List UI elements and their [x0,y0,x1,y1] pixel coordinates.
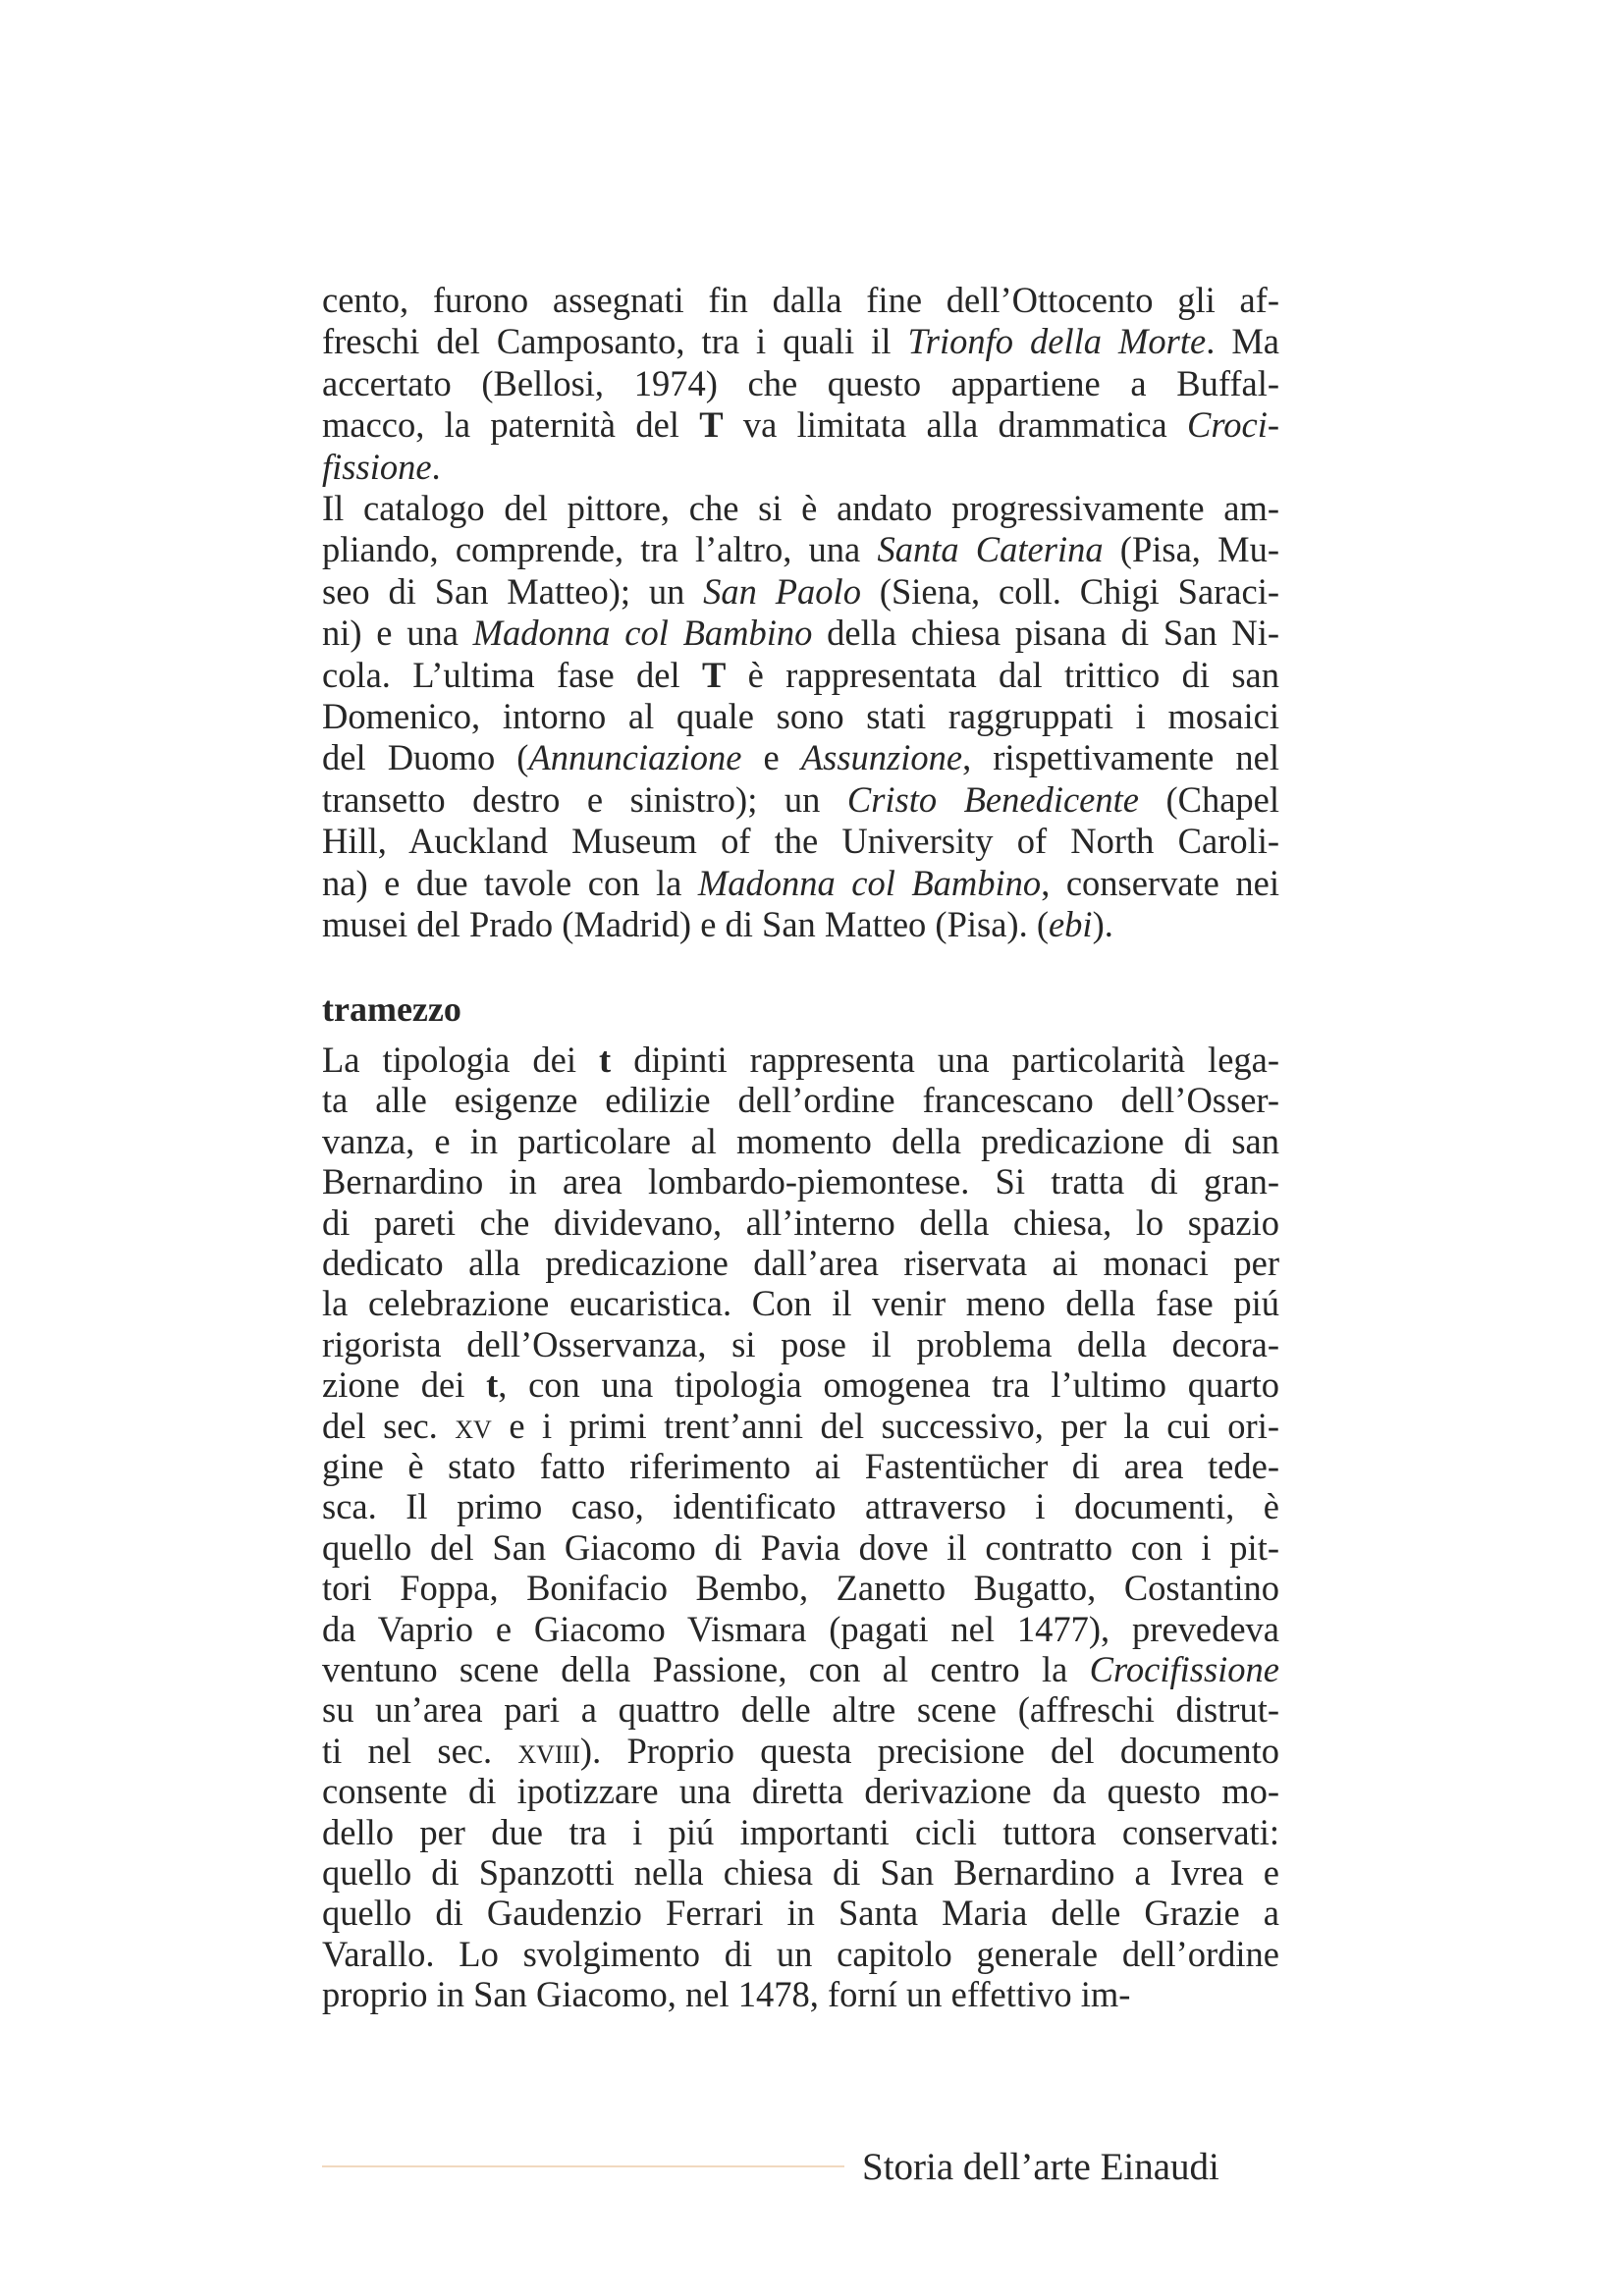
italic-title: Assunzione [800,737,963,778]
footer-title: Storia dell’arte Einaudi [862,2146,1219,2188]
text-run: va limitata alla drammatica [723,404,1188,446]
continuation-line [322,615,1279,652]
italic-title: Cristo Benedicente [846,778,1139,820]
text-run: . [431,446,441,487]
tramezzo-line [322,1446,1279,1486]
text-run: seo di San Matteo); un [322,570,704,612]
text-run: e i primi trent’anni del successivo, per la cui ori- [491,1405,1279,1446]
tramezzo-line [322,1811,1279,1852]
italic-title: fissione [322,446,432,487]
italic-title: Croci- [1187,404,1279,446]
continuation-line [322,696,1279,736]
text-run: ta alle esigenze edilizie dell’ordine francescano dell’Osser- [322,1080,1279,1121]
tramezzo-line [322,1486,1279,1527]
tramezzo-line [322,1974,1279,2015]
text-run: zione dei [322,1364,487,1406]
tramezzo-line [322,1730,1280,1771]
text-run: gine è stato fatto riferimento ai Fastentücher di area tede- [322,1446,1279,1486]
text-run: ). Proprio questa precisione del documento [579,1730,1280,1771]
text-run: della chiesa pisana di San Ni- [812,613,1279,654]
tramezzo-line [322,1649,1279,1689]
text-run: , rispettivamente nel [962,737,1280,778]
italic-title: San Paolo [703,570,861,612]
tramezzo-line [322,1364,1279,1406]
italic-title: Santa Caterina [877,529,1104,570]
tramezzo-line [322,1568,1279,1609]
entry-abbreviation: T [701,654,727,695]
tramezzo-line [322,1689,1279,1731]
continuation-line [322,821,1279,862]
tramezzo-line [322,1120,1279,1161]
text-run: accertato (Bellosi, 1974) che questo appartiene a Buffal- [322,362,1279,403]
text-run: dipinti rappresenta una particolarità lega- [611,1040,1279,1080]
text-run: proprio in San Giacomo, nel 1478, forní un effettivo im- [322,1974,1131,2015]
text-run: (Pisa, Mu- [1103,529,1279,570]
text-run: (Siena, coll. Chigi Saraci- [860,570,1280,612]
continuation-line [322,904,1279,944]
text-run: dello per due tra i piú importanti cicli tuttora conservati: [322,1811,1279,1852]
tramezzo-line [322,1893,1279,1934]
text-run: quello di Spanzotti nella chiesa di San Bernardino a Ivrea e [322,1852,1279,1893]
footer-rule [322,2165,844,2167]
continuation-line [322,529,1279,570]
continuation-line [322,404,1279,446]
text-run: (Chapel [1138,778,1279,820]
entry-heading: tramezzo [322,989,461,1029]
italic-title: Madonna col Bambino [472,613,813,654]
century-numeral: xv [455,1405,492,1446]
text-run: vanza, e in particolare al momento della predicazione di san [322,1120,1279,1161]
text-run: cento, furono assegnati fin dalla fine dell’Ottocento gli af- [322,280,1279,320]
text-run: ti nel sec. [322,1730,518,1771]
continuation-line [322,862,1279,903]
italic-title: Crocifissione [1089,1649,1279,1689]
text-run: , con una tipologia omogenea tra l’ultimo quarto [498,1364,1279,1406]
text-run: e [741,737,801,778]
tramezzo-line [322,1771,1279,1812]
continuation-line [322,362,1279,403]
text-run: quello di Gaudenzio Ferrari in Santa Maria delle Grazie a [322,1893,1279,1934]
text-run: La tipologia dei [322,1040,600,1080]
continuation-line [322,737,1280,778]
italic-title: Trionfo della Morte [907,321,1207,362]
tramezzo-line [322,1080,1279,1121]
text-run: è rappresentata dal trittico di san [726,654,1279,695]
continuation-line [322,280,1279,320]
text-run: , conservate nei [1041,862,1279,903]
tramezzo-line [322,1608,1279,1649]
text-run: di pareti che dividevano, all’interno della chiesa, lo spazio [322,1201,1279,1243]
text-run: quello del San Giacomo di Pavia dove il contratto con i pit- [322,1526,1279,1568]
text-run: dedicato alla predicazione dall’area riservata ai monaci per [322,1243,1279,1283]
tramezzo-line [322,1243,1279,1283]
continuation-line [322,321,1280,362]
italic-title: Annunciazione [528,737,742,778]
continuation-line [322,778,1279,820]
text-run: freschi del Camposanto, tra i quali il [322,321,908,362]
continuation-line [322,570,1280,612]
tramezzo-line [322,1405,1279,1446]
tramezzo-line [322,1283,1279,1324]
tramezzo-line [322,1933,1279,1974]
continuation-line [322,446,1279,487]
text-run: sca. Il primo caso, identificato attraverso i documenti, è [322,1486,1279,1527]
text-run: Hill, Auckland Museum of the University of North Caroli- [322,821,1279,862]
text-run: Domenico, intorno al quale sono stati raggruppati i mosaici [322,696,1279,736]
text-run: ni) e una [322,613,473,654]
text-run: na) e due tavole con la [322,862,698,903]
text-run: consente di ipotizzare una diretta derivazione da questo mo- [322,1771,1279,1812]
tramezzo-line [322,1323,1279,1364]
text-run: macco, la paternità del [322,404,700,446]
entry-abbreviation: t [599,1040,612,1080]
century-numeral: xviii [517,1730,580,1771]
text-run: ventuno scene della Passione, con al centro la [322,1649,1090,1689]
text-run: su un’area pari a quattro delle altre scene (affreschi distrut- [322,1689,1279,1731]
text-run: del sec. [322,1405,456,1446]
italic-title: Madonna col Bambino [697,862,1042,903]
tramezzo-line [322,1161,1279,1202]
text-run: cola. L’ultima fase del [322,654,702,695]
text-run: pliando, comprende, tra l’altro, una [322,529,878,570]
text-run: Bernardino in area lombardo-piemontese. Si tratta di gran- [322,1161,1279,1202]
text-run: la celebrazione eucaristica. Con il venir meno della fase piú [322,1283,1279,1324]
text-run: ). [1092,904,1113,944]
text-run: Varallo. Lo svolgimento di un capitolo generale dell’ordine [322,1933,1279,1974]
text-run: Il catalogo del pittore, che si è andato progressivamente am- [322,488,1279,528]
tramezzo-line [322,1526,1279,1568]
continuation-line [322,488,1279,528]
text-run: transetto destro e sinistro); un [322,778,847,820]
tramezzo-line [322,1852,1279,1893]
tramezzo-line [322,1201,1279,1243]
tramezzo-line [322,1042,1279,1079]
italic-title: ebi [1048,904,1093,944]
text-run: del Duomo ( [322,737,529,778]
continuation-line [322,654,1279,695]
text-run: da Vaprio e Giacomo Vismara (pagati nel 1477), prevedeva [322,1608,1279,1649]
text-run: rigorista dell’Osservanza, si pose il problema della decora- [322,1323,1279,1364]
text-run: tori Foppa, Bonifacio Bembo, Zanetto Bugatto, Costantino [322,1568,1279,1609]
entry-abbreviation: T [699,404,724,446]
text-run: musei del Prado (Madrid) e di San Matteo (Pisa). ( [322,904,1049,944]
entry-abbreviation: t [486,1364,499,1406]
text-run: . Ma [1206,321,1280,362]
